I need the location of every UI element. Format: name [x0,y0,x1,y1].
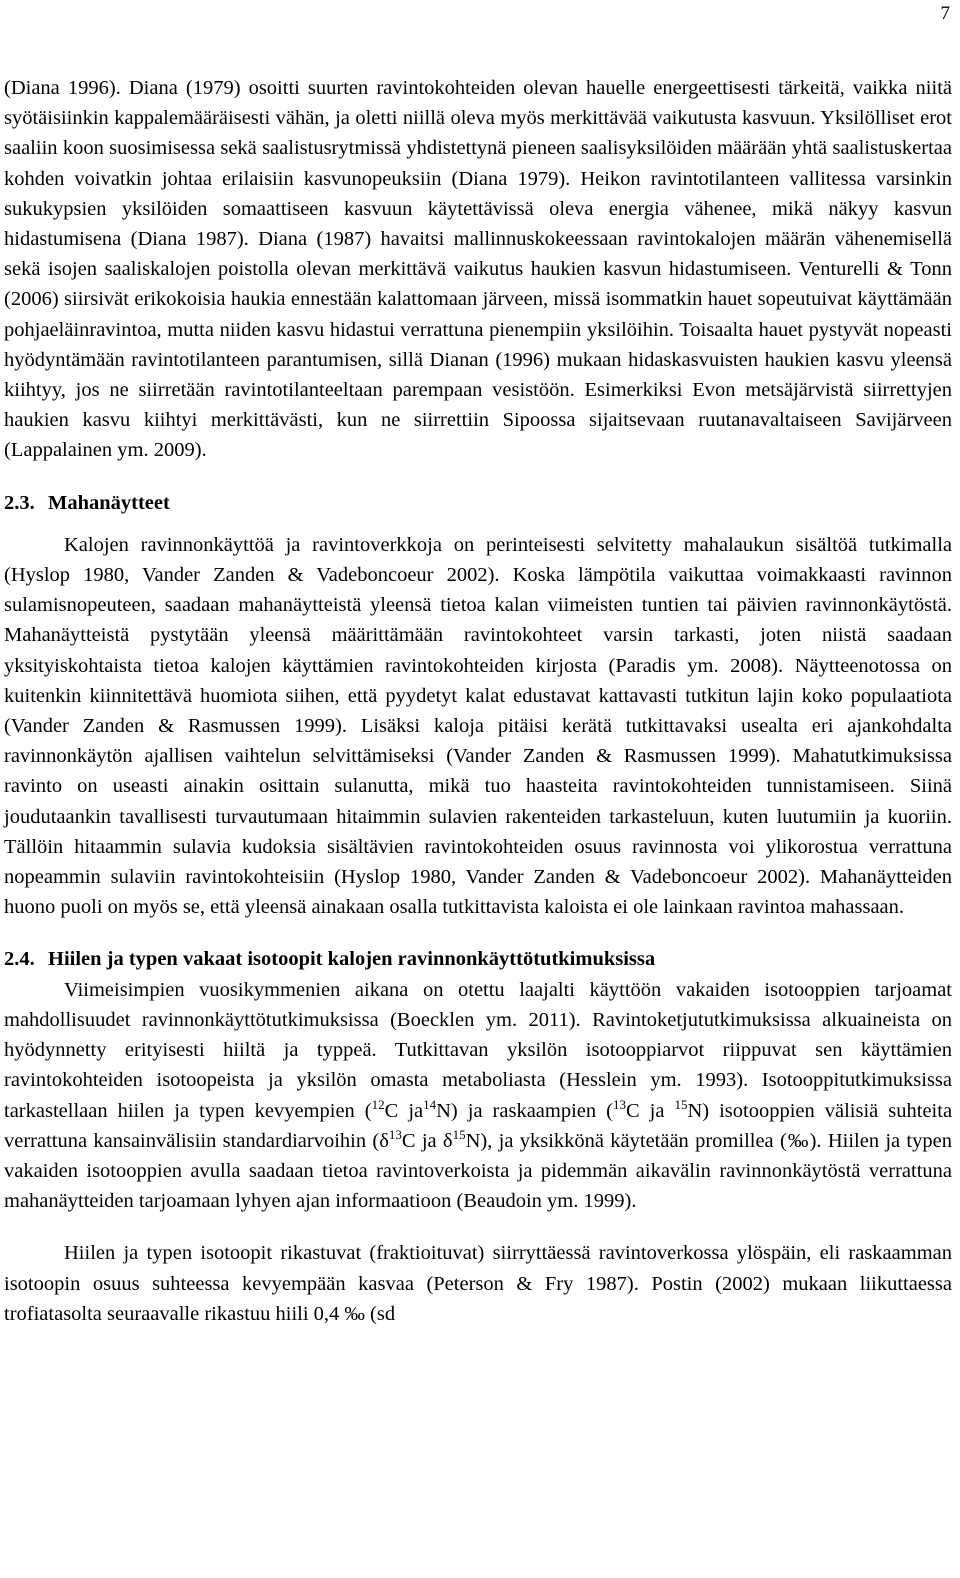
text-run: N) isotooppien välisiä suhteita verrattuna kansainvälisiin standardiarvoihin (δ [4,1099,953,1152]
heading-number: 2.4. [4,948,35,971]
superscript: 14 [423,1096,437,1112]
page-content [4,73,952,1329]
heading-title: Hiilen ja typen vakaat isotoopit kalojen ravinnonkäyttötutkimuksissa [48,948,656,971]
page-number: 7 [940,3,950,24]
superscript: 15 [452,1126,466,1142]
paragraph-mahanaytteet: Kalojen ravinnonkäyttöä ja ravintoverkkoja on perinteisesti selvitetty mahalaukun sisältöä tutkimalla (Hyslop 1980, Vander Zanden & Vadeboncoeur 2002). Koska lämpötila vaikuttaa voimakkaasti ravinnon sulamisnopeuteen, saadaan mahanäytteistä yleensä tietoa kalan viimeisten tuntien tai päivien ravinnonkäytöstä. Mahanäytteistä pystytään yleensä määrittämään ravintokohteet varsin tarkasti, joten niistä saadaan yksityiskohtaista tietoa kalojen käyttämien ravintokohteiden kirjosta (Paradis ym. 2008). Näytteenotossa on kuitenkin kiinnitettävä huomiota siihen, että pyydetyt kalat edustavat kattavasti tutkitun lajin koko populaatiota (Vander Zanden & Rasmussen 1999). Lisäksi kaloja pitäisi kerätä tutkittavaksi usealta eri ajankohdalta ravinnonkäytön ajallisen vaihtelun selvittämiseksi (Vander Zanden & Rasmussen 1999). Mahatutkimuksissa ravinto on useasti ainakin osittain sulanutta, mikä tuo haasteita ravintokohteiden tunnistamiseen. Siinä joudutaankin tavallisesti turvautumaan hitaimmin sulavien rakenteiden tarkasteluun, kuten luutumiin ja kuoriin. Tällöin hitaammin sulavia kudoksia sisältävien ravintokohteiden osuus ravinnosta voi ylikorostua verrattuna nopeammin sulaviin ravintokohteisiin (Hyslop 1980, Vander Zanden & Vadeboncoeur 2002). Mahanäytteiden huono puoli on myös se, että yleensä ainakaan osalla tutkittavista kaloista ei ole lainkaan ravintoa mahassaan. [4,533,952,919]
paragraph-diana: (Diana 1996). Diana (1979) osoitti suurten ravintokohteiden olevan hauelle energeettisesti tärkeitä, vaikka niitä syötäisiinkin kappalemääräisesti vähän, ja oletti niillä oleva myös merkittävää vaikutusta kasvuun. Yksilölliset erot saaliin koon suosimisessa sekä saalistusrytmissä yhdistettynä pieneen saalisyksilöiden määrään yhtä saalistuskertaa kohden voivatkin johtaa erilaisiin kasvunopeuksiin (Diana 1979). Heikon ravintotilanteen vallitessa varsinkin sukukypsien yksilöiden somaattiseen kasvuun käytettävissä oleva energia vähenee, mikä näkyy kasvun hidastumisena (Diana 1987). Diana (1987) havaitsi mallinnuskokeessaan ravintokalojen määrän vähenemisellä sekä isojen saaliskalojen poistolla olevan merkittävä vaikutus haukien kasvun hidastumiseen. Venturelli & Tonn (2006) siirsivät erikokoisia haukia ennestään kalattomaan järveen, missä isommatkin hauet sopeutuivat käyttämään pohjaeläinravintoa, mutta niiden kasvu hidastui verrattuna pienempiin yksilöihin. Toisaalta hauet pystyvät nopeasti hyödyntämään ravintotilanteen parantumisen, sillä Dianan (1996) mukaan hidaskasvuisten haukien kasvu yleensä kiihtyy, jos ne siirretään ravintotilanteeltaan parempaan vesistöön. Esimerkiksi Evon metsäjärvistä siirrettyjen haukien kasvu kiihtyi merkittävästi, kun ne siirrettiin Sipoossa sijaitsevaan ruutanavaltaiseen Savijärveen (Lappalainen ym. 2009). [4,77,952,462]
heading-title: Mahanäytteet [48,491,170,514]
superscript: 15 [674,1096,688,1112]
text-run: C ja δ [401,1129,453,1152]
text-run: N) ja raskaampien ( [436,1099,613,1122]
heading-number: 2.3. [4,491,35,514]
heading-isotoopit [4,944,952,974]
superscript: 13 [388,1126,402,1142]
paragraph-isotoopit-2: Hiilen ja typen isotoopit rikastuvat (fraktioituvat) siirryttäessä ravintoverkossa ylöspäin, eli raskaamman isotoopin osuus suhteessa kevyempään kasvaa (Peterson & Fry 1987). Postin (2002) mukaan liikuttaessa trofiatasolta seuraavalle rikastuu hiili 0,4 ‰ (sd [4,1242,952,1325]
heading-mahanaytteet [4,488,952,518]
paragraph-isotoopit-1 [4,975,952,1217]
superscript: 12 [371,1096,385,1112]
text-run: C ja [384,1099,424,1122]
text-run: N), ja yksikkönä käytetään promillea (‰). Hiilen ja typen vakaiden isotooppien avulla saadaan tietoa ravintoverkoista ja pidemmän aikavälin ravinnonkäytöstä verrattuna mahanäytteiden tarjoamaan lyhyen ajan informaatioon (Beaudoin ym. 1999). [4,1129,952,1213]
text-run: Viimeisimpien vuosikymmenien aikana on otettu laajalti käyttöön vakaiden isotooppien tarjoamat mahdollisuudet ravinnonkäyttötutkimuksissa (Boecklen ym. 2011). Ravintoketjututkimuksissa alkuaineista on hyödynnetty erityisesti hiiltä ja typpeä. Tutkittavan yksilön isotooppiarvot riippuvat sen käyttämien ravintokohteiden isotoopeista ja yksilön omasta metaboliasta (Hesslein ym. 1993). Isotooppitutkimuksissa tarkastellaan hiilen ja typen kevyempien ( [4,978,952,1122]
text-run: C ja [625,1099,675,1122]
superscript: 13 [612,1096,626,1112]
